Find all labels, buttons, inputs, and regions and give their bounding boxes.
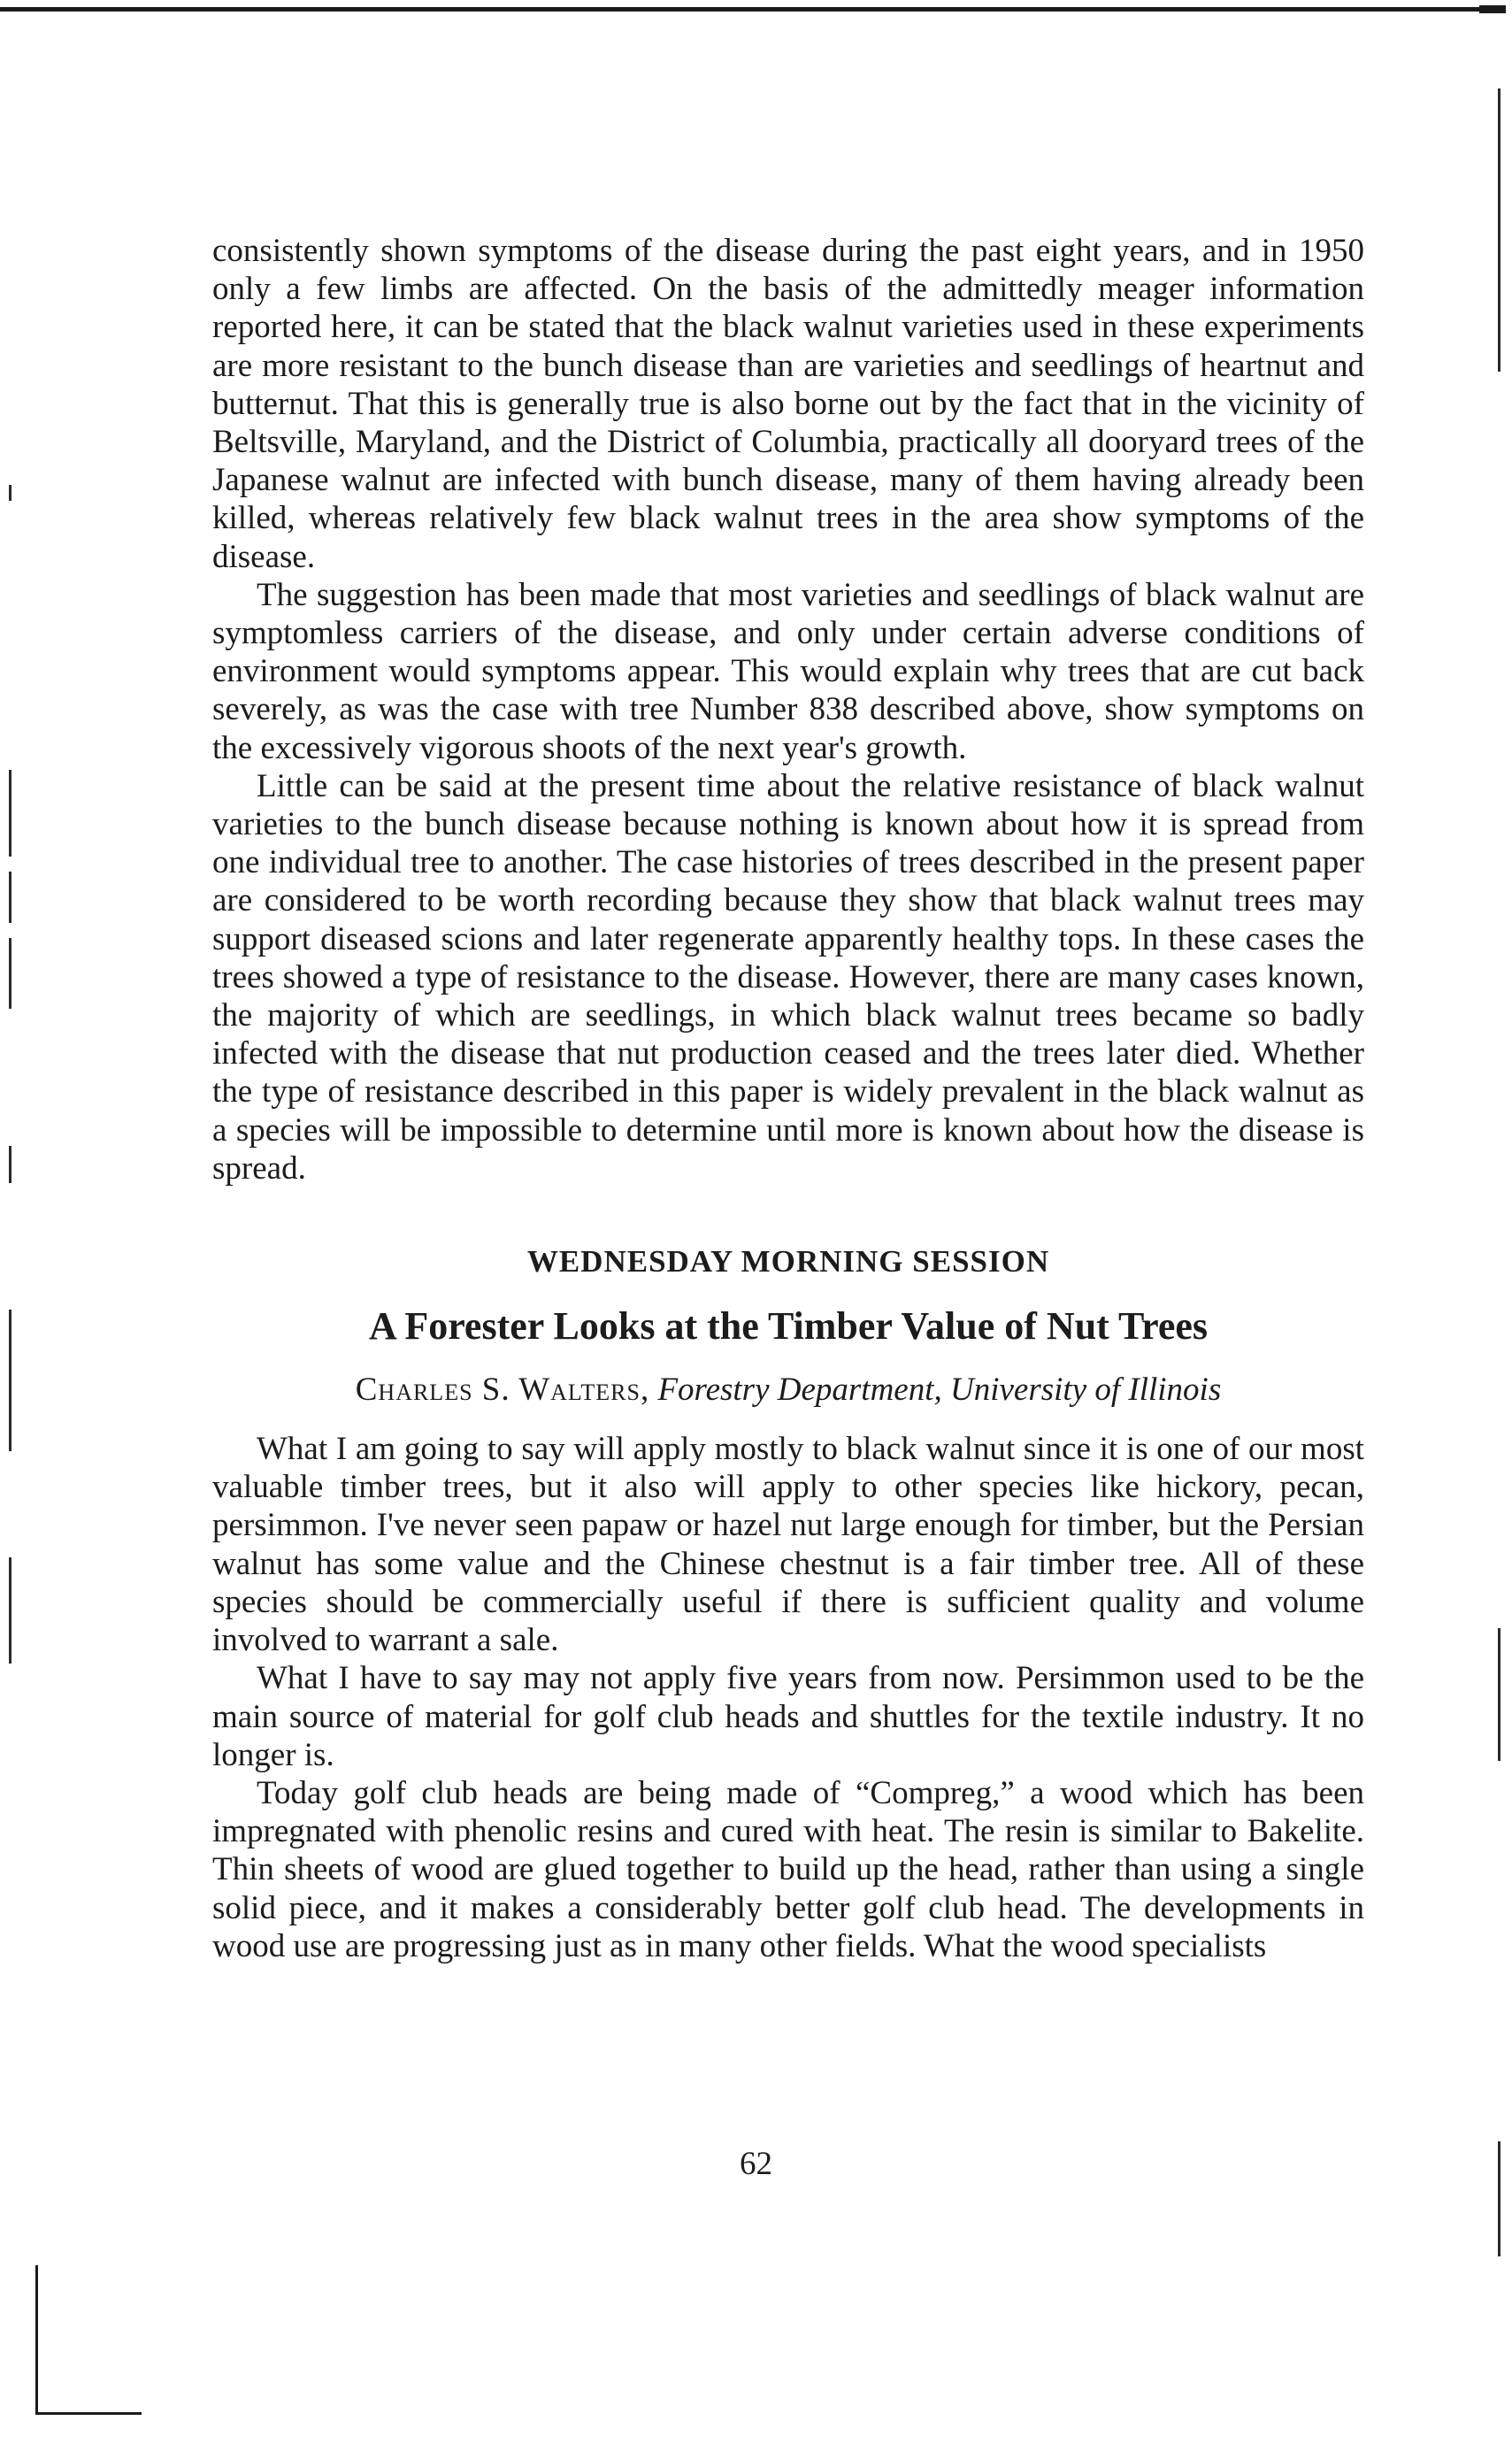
page-number: 62: [740, 2146, 772, 2182]
scan-mark: [9, 938, 12, 1009]
scan-mark: [1498, 1628, 1500, 1761]
article-paragraph-1: What I am going to say will apply mostly to black walnut since it is one of our most valuable timber trees, but it also will apply to other species like hickory, pecan, persimmon. I've never seen papaw or hazel nut large enough for timber, but the Persian walnut has some value and the Chinese chestnut is a fair timber tree. All of these species should be commercially useful if there is sufficient quality and volume involved to warrant a sale.: [212, 1431, 1364, 1659]
session-heading: WEDNESDAY MORNING SESSION: [526, 1244, 1050, 1280]
top-border-rule-end: [1479, 5, 1506, 13]
article-title: A Forester Looks at the Timber Value of Nut Trees: [368, 1304, 1209, 1349]
continuation-paragraph-1: consistently shown symptoms of the disease during the past eight years, and in 1950 only a few limbs are affected. On the basis of the admittedly meager information reported here, it can be stated that the black walnut varieties used in these experiments are more resistant to the bunch disease than are varieties and seedlings of heartnut and butternut. That this is generally true is also borne out by the fact that in the vicinity of Beltsville, Maryland, and the District of Columbia, practically all dooryard trees of the Japanese walnut are infected with bunch disease, many of them having already been killed, whereas relatively few black walnut trees in the area show symptoms of the disease.: [212, 233, 1364, 575]
bottom-border-rule: [35, 2412, 142, 2415]
continuation-paragraph-3: Little can be said at the present time about the relative resistance of black walnut varieties to the bunch disease because nothing is known about how it is spread from one individual tree to another. The case histories of trees described in the present paper are considered to be worth recording because they show that black walnut trees may support diseased scions and later regenerate apparently healthy tops. In these cases the trees showed a type of resistance to the disease. However, there are many cases known, the majority of which are seedlings, in which black walnut trees became so badly infected with the disease that nut production ceased and the trees later died. Whether the type of resistance described in this paper is widely prevalent in the black walnut as a species will be impossible to determine until more is known about how the disease is spread.: [212, 767, 1364, 1187]
scan-mark: [9, 1146, 12, 1183]
left-border-rule: [35, 2265, 38, 2414]
scan-mark: [9, 872, 12, 923]
article-paragraph-2: What I have to say may not apply five years from now. Persimmon used to be the main source of material for golf club heads and shuttles for the textile industry. It no longer is.: [212, 1660, 1364, 1773]
page-text: [212, 232, 1364, 1965]
scan-mark: [1498, 88, 1500, 372]
author-affiliation: Forestry Department, University of Illinois: [657, 1372, 1222, 1409]
top-border-rule: [0, 7, 1504, 12]
byline: [212, 1370, 1364, 1410]
author-name: Charles S. Walters,: [355, 1372, 650, 1409]
scan-mark: [9, 1310, 12, 1451]
scan-mark: [9, 770, 12, 857]
article-paragraph-3: Today golf club heads are being made of “Compreg,” a wood which has been impregnated with phenolic resins and cured with heat. The resin is similar to Bakelite. Thin sheets of wood are glued together to build up the head, rather than using a single solid piece, and it makes a considerably better golf club head. The developments in wood use are progressing just as in many other fields. What the wood specialists: [212, 1774, 1364, 1964]
continuation-paragraph-2: The suggestion has been made that most varieties and seedlings of black walnut are symptomless carriers of the disease, and only under certain adverse conditions of environment would symptoms appear. This would explain why trees that are cut back severely, as was the case with tree Number 838 described above, show symptoms on the excessively vigorous shoots of the next year's growth.: [212, 576, 1364, 766]
scan-mark: [9, 1557, 12, 1664]
scan-mark: [9, 485, 12, 501]
